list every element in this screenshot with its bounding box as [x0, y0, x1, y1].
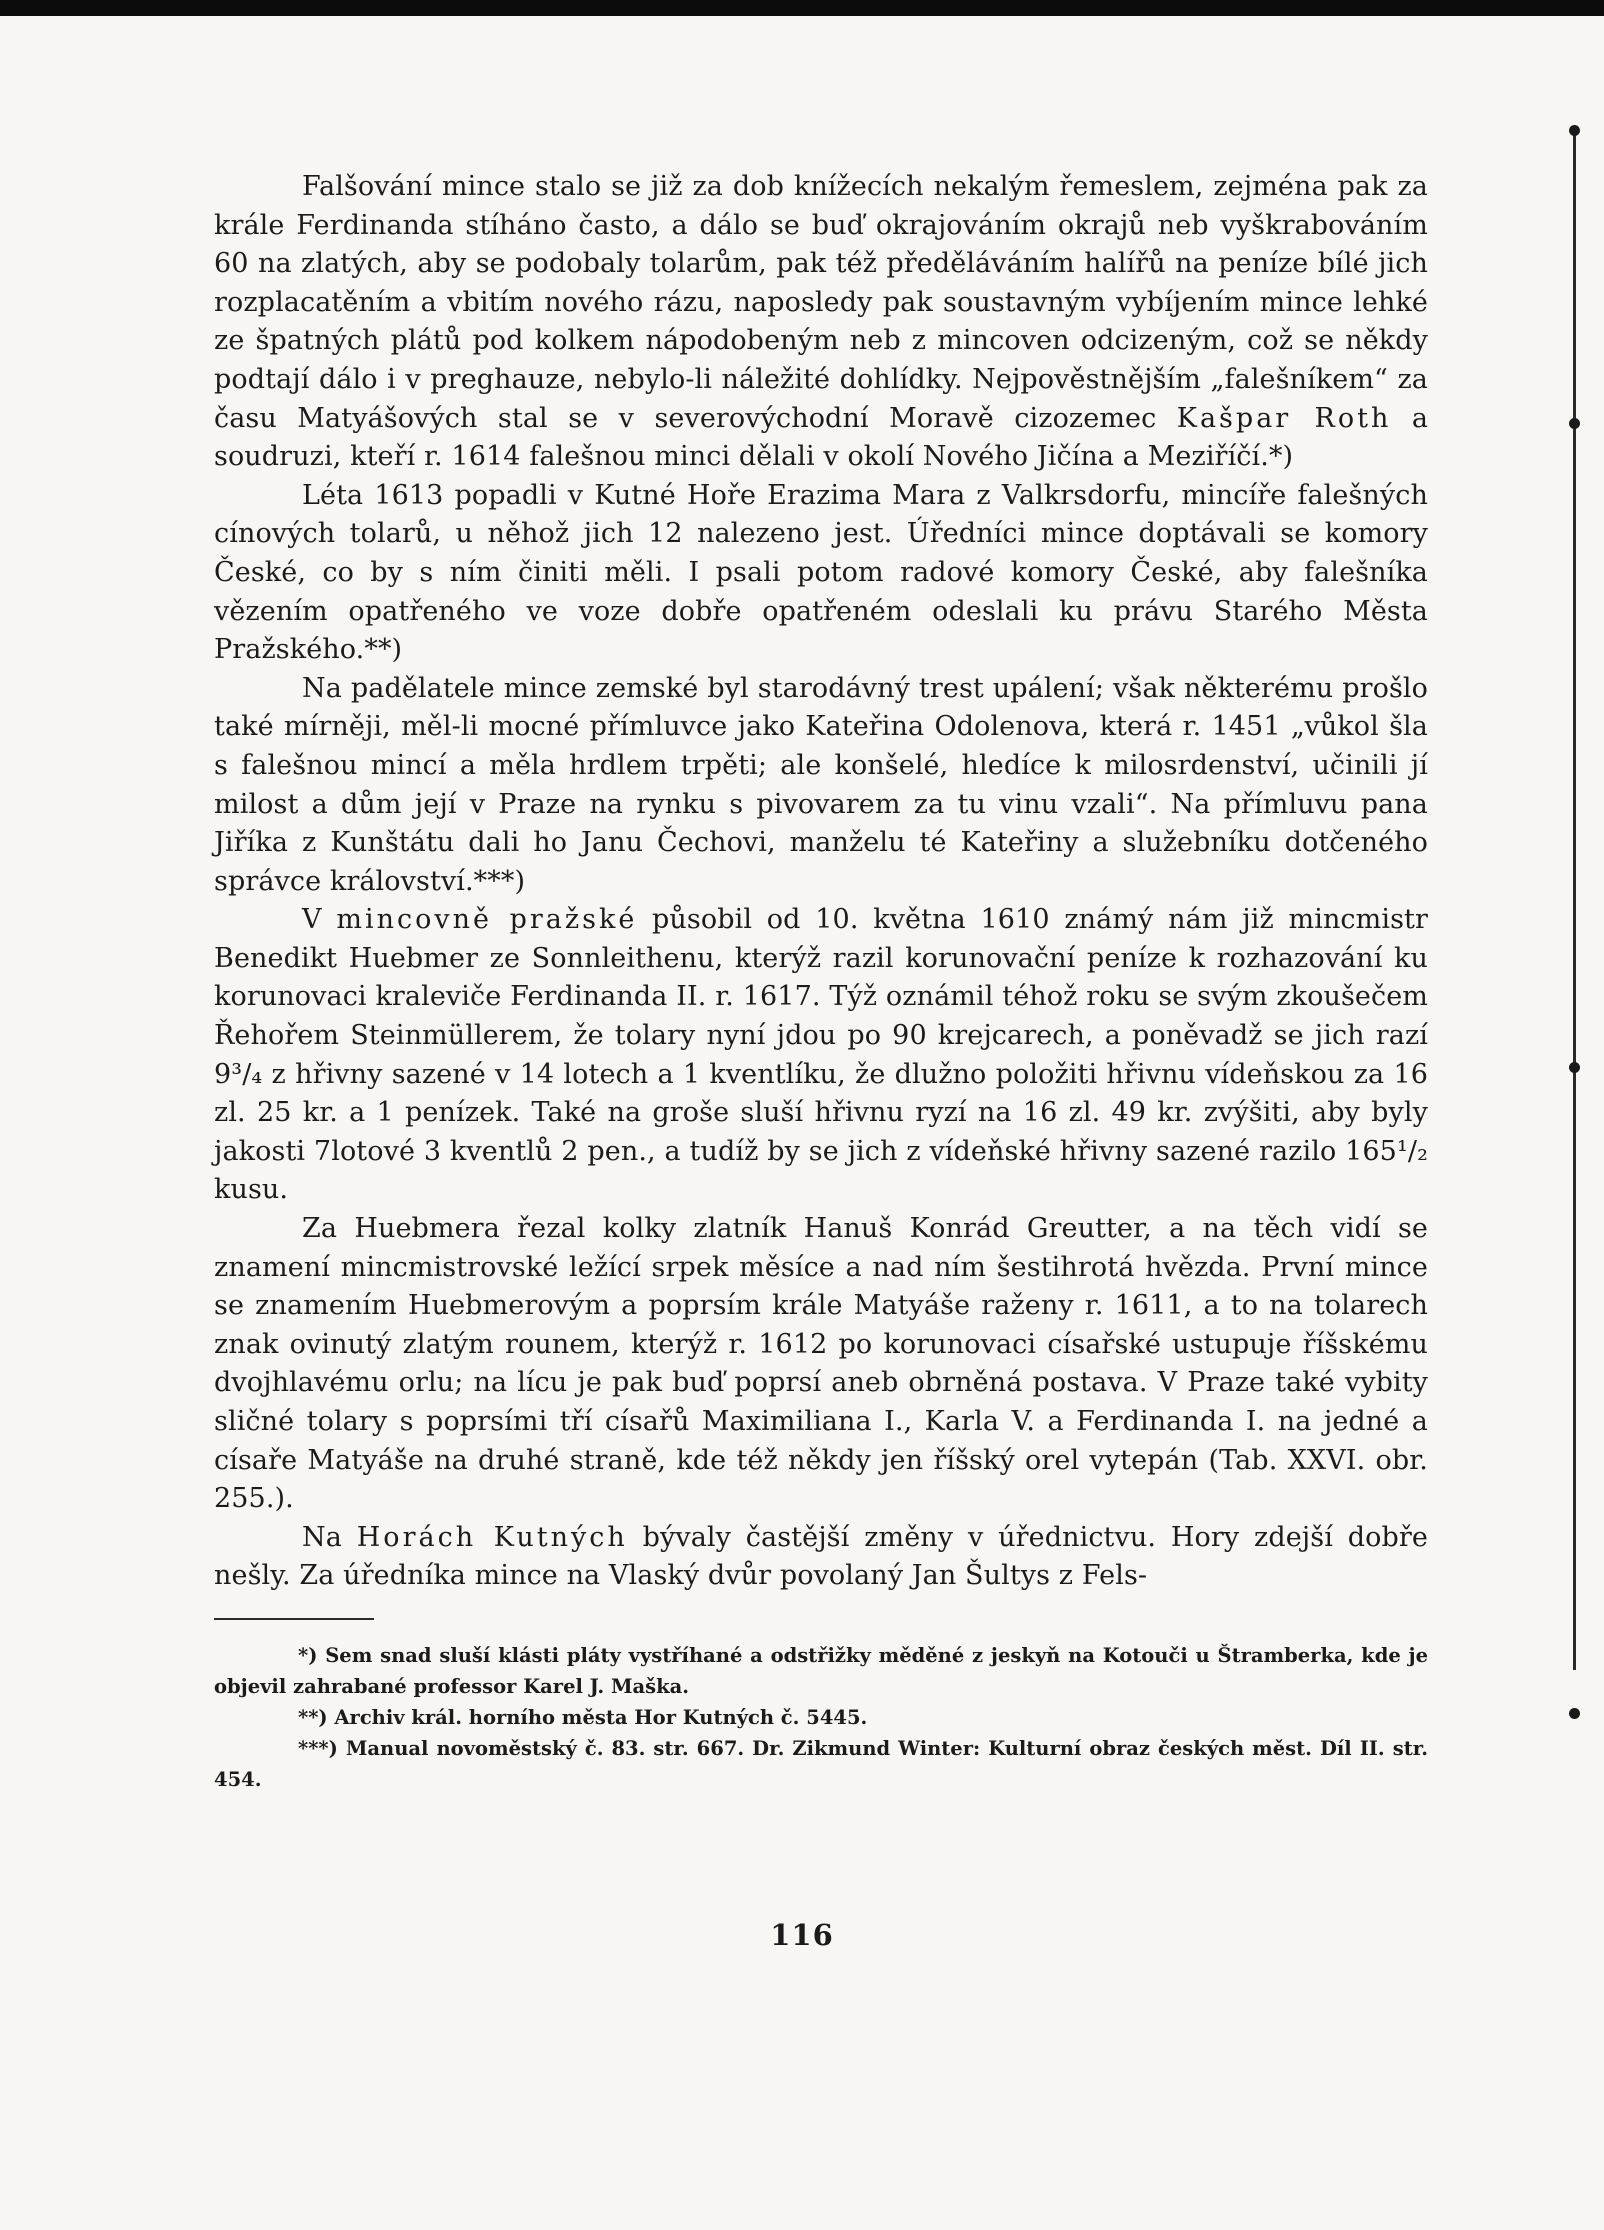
paragraph-text: působil od 10. května 1610 známý nám již mincmistr Benedikt Huebmer ze Sonnleithenu, kterýž razil korunovační peníze k rozhazování ku korunovaci kraleviče Ferdinanda II. r. 1617. Týž oznámil téhož roku se svým zkoušečem Řehořem Steinmüllerem, že tolary nyní jdou po 90 krejcarech, a poněvadž se jich razí 9³/₄ z hřivny sazené v 14 lotech a 1 kventlíku, že dlužno položiti hřivnu vídeňskou za 16 zl. 25 kr. a 1 penízek. Také na groše sluší hřivnu ryzí na 16 zl. 49 kr. zvýšiti, aby byly jakosti 7lotové 3 kventlů 2 pen., a tudíž by se jich z vídeňské hřivny sazené razilo 165¹/₂ kusu.	[214, 904, 1429, 1206]
paragraph-text: Léta 1613 popadli v Kutné Hoře Erazima Mara z Valkrsdorfu, mincíře falešných cínových tolarů, u něhož jich 12 nalezeno jest. Úředníci mince doptávali se komory České, co by s ním činiti měli. I psali potom radové komory České, aby falešníka vězením opatřeného ve voze dobře opatřeném odeslali ku právu Starého Města Pražského.**)	[214, 479, 1428, 666]
scan-top-border	[0, 0, 1604, 16]
paragraph	[214, 1210, 1428, 1519]
paragraph	[214, 901, 1428, 1210]
paragraph	[214, 670, 1428, 902]
scan-edge-mark	[1569, 418, 1580, 429]
scan-edge-mark	[1569, 1708, 1580, 1719]
footnotes	[214, 1640, 1428, 1795]
spaced-emphasis: Horách Kutných	[356, 1521, 628, 1553]
body-text	[214, 168, 1428, 1596]
footnote-divider	[214, 1618, 374, 1620]
paragraph	[214, 1519, 1428, 1596]
paragraph-text: Na padělatele mince zemské byl starodávný trest upálení; však některému prošlo také mírněji, měl-li mocné přímluvce jako Kateřina Odolenova, která r. 1451 „vůkol šla s falešnou mincí a měla hrdlem trpěti; ale konšelé, hledíce k milosrdenství, učinili jí milost a dům její v Praze na rynku s pivovarem za tu vinu vzali“. Na přímluvu pana Jiříka z Kunštátu dali ho Janu Čechovi, manželu té Kateřiny a služebníku dotčeného správce království.***)	[214, 672, 1428, 897]
page-content	[214, 168, 1428, 1795]
spaced-emphasis: mincovně pražské	[336, 904, 638, 936]
footnote: **) Archiv král. horního města Hor Kutných č. 5445.	[298, 1705, 868, 1729]
paragraph-text: Za Huebmera řezal kolky zlatník Hanuš Konrád Greutter, a na těch vidí se znamení mincmistrovské ležící srpek měsíce a nad ním šestihrotá hvězda. První mince se znamením Huebmerovým a poprsím krále Matyáše raženy r. 1611, a to na tolarech znak ovinutý zlatým rounem, kterýž r. 1612 po korunovaci císařské ustupuje říšskému dvojhlavému orlu; na lícu je pak buď poprsí aneb obrněná postava. V Praze také vybity sličné tolary s poprsími tří císařů Maximiliana I., Karla V. a Ferdinanda I. na jedné a císaře Matyáše na druhé straně, kde též někdy jen říšský orel vytepán (Tab. XXVI. obr. 255.).	[214, 1213, 1428, 1515]
spaced-emphasis: Kašpar Roth	[1176, 402, 1392, 434]
scan-edge-mark	[1569, 125, 1580, 136]
footnote: ***) Manual novoměstský č. 83. str. 667. Dr. Zikmund Winter: Kulturní obraz českých měst. Díl II. str. 454.	[214, 1736, 1428, 1791]
footnote: *) Sem snad sluší klásti pláty vystříhané a odstřižky měděné z jeskyň na Kotouči u Štramberka, kde je objevil zahrabané professor Karel J. Maška.	[214, 1643, 1428, 1698]
paragraph-text: V	[302, 904, 322, 936]
paragraph	[214, 477, 1428, 670]
paragraph	[214, 168, 1428, 477]
paragraph-text: bývaly častější změny v úřednictvu. Hory zdejší dobře nešly. Za úředníka mince na Vlaský dvůr povolaný Jan Šultys z Fels-	[214, 1521, 1429, 1592]
scan-right-edge-rule	[1573, 130, 1576, 1670]
paragraph-text: a soudruzi, kteří r. 1614 falešnou minci dělali v okolí Nového Jičína a Meziříčí.*)	[214, 402, 1429, 473]
page-number: 116	[770, 1918, 834, 1952]
scan-edge-mark	[1569, 1062, 1580, 1073]
paragraph-text: Na	[302, 1521, 342, 1553]
paragraph-text: Falšování mince stalo se již za dob knížecích nekalým řemeslem, zejména pak za krále Ferdinanda stíháno často, a dálo se buď okrajováním okrajů neb vyškrabováním 60 na zlatých, aby se podobaly tolarům, pak též předěláváním halířů na peníze bílé jich rozplacatěním a vbitím nového rázu, naposledy pak soustavným vybíjením mince lehké ze špatných plátů pod kolkem nápodobeným neb z mincoven odcizeným, což se někdy podtají dálo i v preghauze, nebylo-li náležité dohlídky. Nejpověstnějším „falešníkem“ za času Matyášových stal se v severovýchodní Moravě cizozemec	[214, 171, 1428, 434]
